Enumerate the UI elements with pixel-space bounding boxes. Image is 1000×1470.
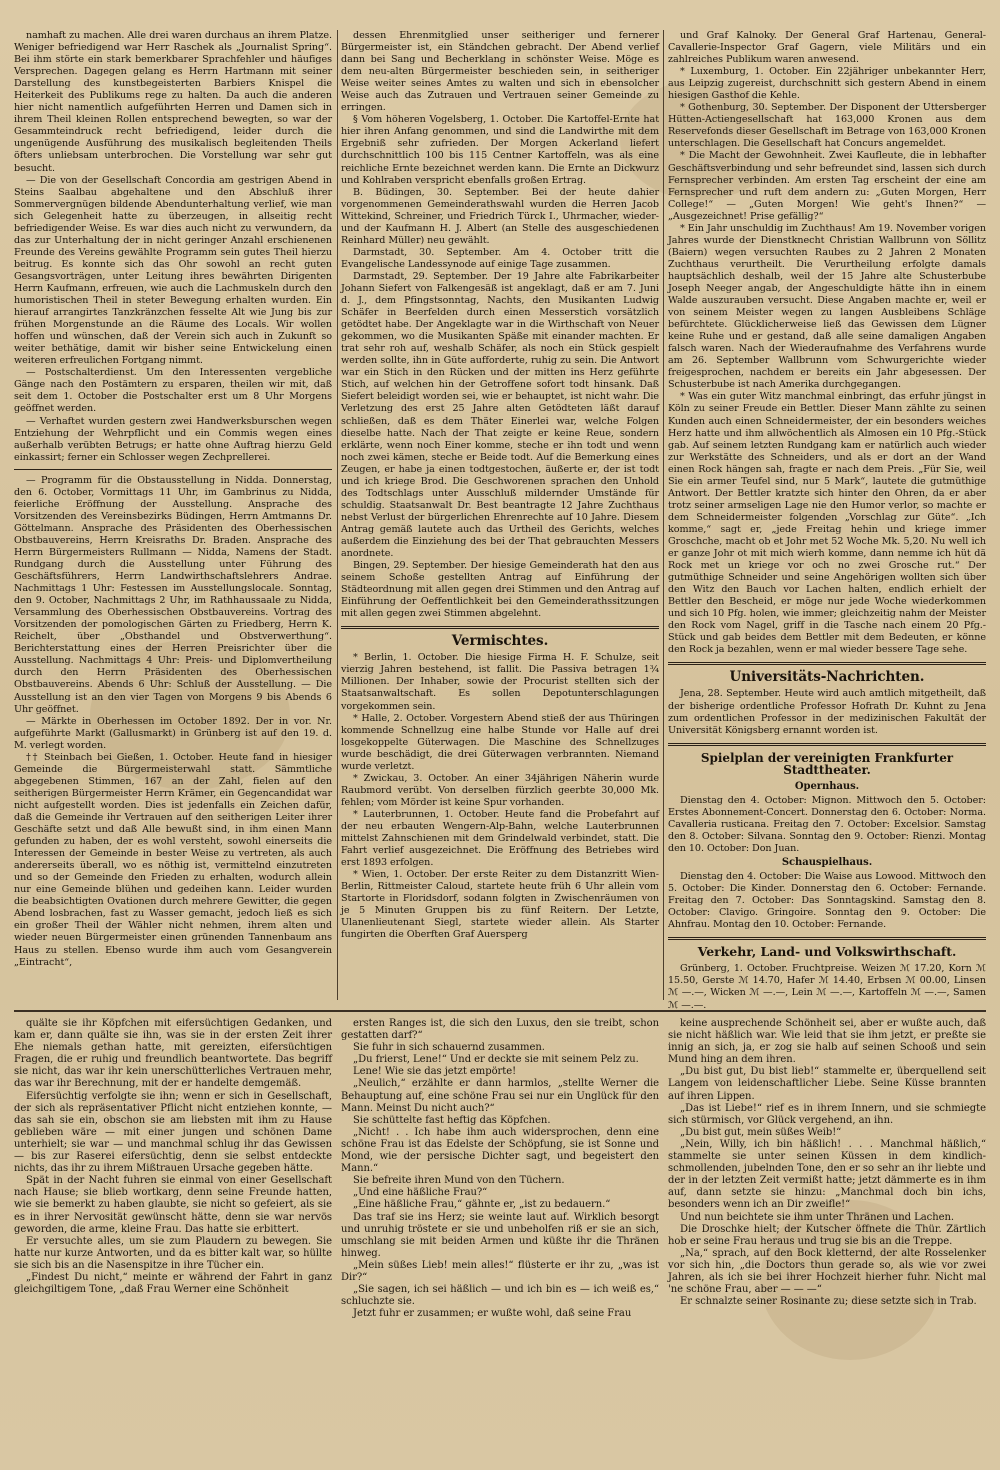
article-paragraph: Dienstag den 4. October: Die Waise aus Lowood. Mittwoch den 5. October: Die Kinder. Donnerstag den 6. October: Fernande. Freitag den 7. October: Das Sonntagskind. Samstag den 8. October: Clavigo. Gringoire. Sonntag den 9. October: Die Ahnfrau. Montag den 10. October: Fernande. — [668, 871, 986, 931]
article-paragraph: Grünberg, 1. October. Fruchtpreise. Weizen ℳ 17.20, Korn ℳ 15.50, Gerste ℳ 14.70, Hafer ℳ 14.40, Erbsen ℳ 00.00, Linsen ℳ —.—, Wicken ℳ —.—, Lein ℳ —.—, Kartoffeln ℳ —.—, Samen ℳ —.—. — [668, 963, 986, 1011]
story-paragraph: „Mein süßes Lieb! mein alles!“ flüsterte er ihr zu, „was ist Dir?“ — [341, 1259, 659, 1283]
story-paragraph: Jetzt fuhr er zusammen; er wußte wohl, daß seine Frau — [353, 1308, 632, 1320]
story-paragraph: „Sie sagen, ich sei häßlich — und ich bin es — ich weiß es,“ schluchzte sie. — [341, 1284, 659, 1308]
section-heading-verkehr: Verkehr, Land- und Volkswirthschaft. — [697, 944, 957, 960]
article-paragraph: dessen Ehrenmitglied unser seitheriger und fernerer Bürgermeister ist, ein Ständchen gebracht. Der Abend verlief dann bei Sang und Becherklang in schönster Weise. Möge es dem neu-alten Bürgermeister beschieden sein, in seitheriger Weise weiter seines Amtes zu walten und sich in ebensolcher Weise auch das Zutrauen und Vertrauen seiner Gemeinde zu erringen. — [341, 30, 659, 114]
article-paragraph: * Lauterbrunnen, 1. October. Heute fand die Probefahrt auf der neu erbauten Wengern-Alp-Bahn, welche Lauterbrunnen mittelst Zahnschienen mit dem Grindelwald verbindet, statt. Die Fahrt verlief ausgezeichnet. Die Eröffnung des Betriebes wird erst 1893 erfolgen. — [341, 808, 659, 869]
story-paragraph: Eifersüchtig verfolgte sie ihn; wenn er sich in Gesellschaft, der sich als repräsentativer Pflicht nicht entziehen konnte, — das sah sie ein, obschon sie am liebsten mit ihm zu Hause geblieben wäre — mit einer jungen und schönen Dame unterhielt; sie war — und manchmal schlug ihr das Gewissen — bis zur Raserei eifersüchtig, denn sie selbst entdeckte nichts, das ihr zu ihrem Mißtrauen Ursache gegeben hätte. — [14, 1090, 332, 1175]
article-paragraph: Darmstadt, 30. September. Am 4. October tritt die Evangelische Landessynode auf einige Tage zusammen. — [341, 246, 659, 270]
story-paragraph: Sie befreite ihren Mund von den Tüchern. — [353, 1175, 565, 1187]
feuilleton-column-1 — [14, 1018, 332, 1458]
section-rule — [668, 937, 986, 940]
article-paragraph: und Graf Kalnoky. Der General Graf Hartenau, General-Cavallerie-Inspector Graf Gagern, viele Militärs und ein zahlreiches Publikum waren anwesend. — [668, 30, 986, 66]
article-paragraph: namhaft zu machen. Alle drei waren durchaus an ihrem Platze. Weniger befriedigend war Herr Raschek als „Journalist Spring“. Bei ihm störte ein stark bemerkbarer Sprachfehler und häufiges Versprechen. Dagegen gelang es Herrn Hartmann mit seiner Darstellung des kunstbegeisterten Barbiers Knispel die Heiterkeit des Publikums rege zu halten. Da auch die anderen hier nicht namentlich aufgeführten Herren und Damen sich in ihrem Theil kleinen Rollen entsprechend bewegten, so war der Gesammteindruck recht befriedigend, leider durch die ungenügende Ausführung des musikalisch begleitenden Theils öfters unliebsam unterbrochen. Die Vorstellung war sehr gut besucht. — [14, 30, 332, 174]
feuilleton-section — [14, 1018, 986, 1458]
story-paragraph: ersten Ranges ist, die sich den Luxus, den sie treibt, schon gestatten darf?“ — [341, 1018, 659, 1042]
section-heading-universitaet: Universitäts-Nachrichten. — [729, 669, 925, 686]
story-paragraph: keine ausprechende Schönheit sei, aber er wußte auch, daß sie nicht häßlich war. Wie leid that sie ihm jetzt, er preßte sie innig an sich, ja, er zog sie halb auf seinen Schooß und sein Mund hing an dem ihren. — [668, 1018, 986, 1066]
section-rule — [668, 662, 986, 665]
section-heading-vermischtes: Vermischtes. — [451, 633, 549, 650]
story-paragraph: Er versuchte alles, um sie zum Plaudern zu bewegen. Sie hatte nur kurze Antworten, und da es bitter kalt war, so hüllte sie sich bis an die Nasenspitze in ihre Tücher ein. — [14, 1235, 332, 1271]
story-paragraph: Lene! Wie sie das jetzt empörte! — [353, 1066, 517, 1078]
article-paragraph: Bingen, 29. September. Der hiesige Gemeinderath hat den aus seinem Schoße gestellten Antrag auf Einführung der Städteordnung mit allen gegen drei Stimmen und den Antrag auf Einführung der Oeffentlichkeit bei den Gemeinderathssitzungen mit allen gegen zwei Stimmen abgelehnt. — [341, 560, 659, 620]
story-paragraph: Spät in der Nacht fuhren sie einmal von einer Gesellschaft nach Hause; sie blieb wortkarg, denn seine Freunde hatten, wie sie bemerkt zu haben glaubte, sie nicht so gefeiert, als sie es in ihrer Nervosität gewünscht hätte, denn sie war nervös geworden, die arme, kleine Frau. Das hatte sie erbittert. — [14, 1175, 332, 1235]
article-paragraph: * Gothenburg, 30. September. Der Disponent der Uttersberger Hütten-Actiengesellschaft hat 163,000 Kronen aus dem Reservefonds dieser Gesellschaft im Betrage von 163,000 Kronen unterschlagen. Die Gesellschaft hat Concurs angemeldet. — [668, 102, 986, 150]
story-paragraph: „Findest Du nicht,“ meinte er während der Fahrt in ganz gleichgiltigem Tone, „daß Frau Werner eine Schönheit — [14, 1271, 332, 1296]
article-paragraph: B. Büdingen, 30. September. Bei der heute dahier vorgenommenen Gemeinderathswahl wurden die Herren Jacob Wittekind, Schreiner, und Friedrich Türck I., Uhrmacher, wieder- und der Kaufmann H. J. Albert (an Stelle des ausgeschiedenen Reinhard Müller) neu gewählt. — [341, 186, 659, 246]
story-paragraph: „Das ist Liebe!“ rief es in ihrem Innern, und sie schmiegte sich stürmisch, vor Glück vergehend, an ihn. — [668, 1102, 986, 1126]
article-paragraph: — Verhaftet wurden gestern zwei Handwerksburschen wegen Entziehung der Wehrpflicht und ein Commis wegen eines außerhalb verübten Betrugs; er hatte ohne Auftrag hierzu Geld einkassirt; ferner ein Schlosser wegen Zechprellerei. — [14, 415, 332, 463]
article-paragraph: — Programm für die Obstausstellung in Nidda. Donnerstag, den 6. October, Vormittags 11 Uhr, im Gambrinus zu Nidda, feierliche Eröffnung der Ausstellung. Ansprache des Vorsitzenden des Vereinsbezirks Büdingen, Herrn Amtmanns Dr. Göttelmann. Ansprache des Präsidenten des Oberhessischen Obstbauvereins, Herrn Kreisraths Dr. Braden. Ansprache des Herrn Bürgermeisters Rullmann — Nidda, Namens der Stadt. Rundgang durch die Ausstellung unter Führung des Geschäftsführers, Herrn Landwirthschaftslehrers Andrae. Nachmittags 1 Uhr: Festessen im Ausstellungslocale. Sonntag, den 9. October, Nachmittags 2 Uhr, im Rathhaussaale zu Nidda, Versammlung des Oberhessischen Obstbauvereins. Vortrag des Vorsitzenden der pomologischen Gärten zu Friedberg, Herrn K. Reichelt, über „Obsthandel und Obstverwerthung“. Berichterstattung eines der Herren Preisrichter über die Ausstellung. Nachmittags 4 Uhr: Preis- und Diplomvertheilung durch den Herrn Präsidenten des Oberhessischen Obstbauvereins. Abends 6 Uhr: Schluß der Ausstellung. — Die Ausstellung ist an den vier Tagen von Morgens 9 bis Abends 6 Uhr geöffnet. — [14, 474, 332, 715]
section-rule — [668, 743, 986, 746]
story-paragraph: Sie fuhr in sich schauernd zusammen. — [353, 1042, 545, 1054]
story-paragraph: quälte sie ihr Köpfchen mit eifersüchtigen Gedanken, und kam er, dann quälte sie ihn, was sie in der ersten Zeit ihrer Ehe niemals gethan hatte, mit gereizten, eifersüchtigen Fragen, die er ruhig und freundlich beantwortete. Das begriff sie nicht, das war ihr kein unerschütterliches Vertrauen mehr, das war ihr Berechnung, mit der er handelte demgemäß. — [14, 1018, 332, 1090]
story-paragraph: „Nicht! . . Ich habe ihm auch widersprochen, denn eine schöne Frau ist das Edelste der Schöpfung, sie ist Sonne und Mond, wie der persische Dichter sagt, und begeistert den Mann.“ — [341, 1126, 659, 1175]
story-paragraph: „Du bist gut, Du bist lieb!“ stammelte er, überquellend seit Langem von leidenschaftlicher Liebe. Seine Küsse brannten auf ihren Lippen. — [668, 1066, 986, 1102]
article-paragraph: * Berlin, 1. October. Die hiesige Firma H. F. Schulze, seit vierzig Jahren bestehend, ist fallit. Die Passiva betragen 1¾ Millionen. Der Inhaber, sowie der Procurist stellten sich der Staatsanwaltschaft. Es sollen Depotunterschlagungen vorgekommen sein. — [341, 652, 659, 712]
story-paragraph: „Und eine häßliche Frau?“ — [353, 1187, 488, 1199]
article-paragraph: § Vom höheren Vogelsberg, 1. October. Die Kartoffel-Ernte hat hier ihren Anfang genommen, und sind die Landwirthe mit dem Ergebniß sehr zufrieden. Der Morgen Ackerland liefert durchschnittlich 100 bis 115 Centner Kartoffeln, was als eine reichliche Ernte bezeichnet werden kann. Die Ernte an Dickwurz und Kohlraben verspricht ebenfalls großen Ertrag. — [341, 114, 659, 186]
feuilleton-divider — [14, 1010, 986, 1012]
article-paragraph: * Luxemburg, 1. October. Ein 22jähriger unbekannter Herr, aus Leipzig zugereist, durchschnitt sich gestern Abend in einem hiesigen Gasthof die Kehle. — [668, 66, 986, 102]
article-paragraph: — Die von der Gesellschaft Concordia am gestrigen Abend in Steins Saalbau abgehaltene und den Abschluß ihrer Sommervergnügen bildende Abendunterhaltung verlief, wie man sich Gelegenheit hatte zu überzeugen, in allseitig recht befriedigender Weise. Es war dies auch nicht zu verwundern, da das zur Unterhaltung der in nicht geringer Anzahl erschienenen Freunde des Vereins gewählte Programm sein gutes Theil hierzu beitrug. Es konnte sich das Ohr sowohl an recht guten Gesangsvorträgen, unter Leitung ihres bewährten Dirigenten Herrn Kaufmann, erfreuen, wie auch die Lachmuskeln durch den humoristischen Theil in steter Bewegung erhalten wurden. Ein hierauf arrangirtes Tanzkränzchen fesselte Alt wie Jung bis zur frühen Morgenstunde an die Räume des Locals. Wir wollen hoffen und wünschen, daß der Verein sich auch in Zukunft so weiter bethätige, damit wir bisher seine Entwickelung einen weiteren erfreulichen Fortgang nimmt. — [14, 174, 332, 367]
story-paragraph: Sie schüttelte fast heftig das Köpfchen. — [353, 1114, 551, 1126]
story-paragraph: „Neulich,“ erzählte er dann harmlos, „stellte Werner die Behauptung auf, eine schöne Frau sei nur ein Unglück für den Mann. Meinst Du nicht auch?“ — [341, 1078, 659, 1114]
section-rule — [341, 626, 659, 629]
story-paragraph: „Du frierst, Lene!“ Und er deckte sie mit seinem Pelz zu. — [353, 1054, 639, 1066]
article-paragraph: — Postschalterdienst. Um den Interessenten vergebliche Gänge nach den Postämtern zu ersparen, theilen wir mit, daß seit dem 1. October die Postschalter erst um 8 Uhr Morgens geöffnet werden. — [14, 367, 332, 415]
article-paragraph: * Zwickau, 3. October. An einer 34jährigen Näherin wurde Raubmord verübt. Von derselben fürzlich geerbte 30,000 Mk. fehlen; vom Mörder ist keine Spur vorhanden. — [341, 772, 659, 808]
story-paragraph: Er schnalzte seiner Rosinante zu; diese setzte sich in Trab. — [680, 1296, 977, 1308]
article-paragraph: †† Steinbach bei Gießen, 1. October. Heute fand in hiesiger Gemeinde die Bürgermeisterwahl statt. Sämmtliche abgegebenen Stimmen, 167 an der Zahl, fielen auf den seitherigen Bürgermeister Herrn Krämer, ein Gegencandidat war nicht aufgestellt worden. Dies ist jedenfalls ein Zeichen dafür, daß die Gemeinde ihr Vertrauen auf den seitherigen Leiter ihrer Geschäfte setzt und daß Alle bewußt sind, in ihm einen Mann gefunden zu haben, der es wohl versteht, sowohl einerseits die Interessen der Gemeinde in bester Weise zu vertreten, als auch andererseits überall, wo es nöthig ist, vermittelnd einzutreten und so der Gemeinde den Frieden zu erhalten, wodurch allein nur eine Gemeinde blühen und gedeihen kann. Leider wurden die beabsichtigten Ovationen durch mehrere Gewitter, die gegen Abend losbrachen, fast zu Wasser gemacht, jedoch ließ es sich ein großer Theil der Wähler nicht nehmen, ihrem alten und wieder neuen Bürgermeister einen grünenden Tannenbaum ans Haus zu stellen. Ebenso wurde ihm auch vom Gesangverein „Eintracht“, — [14, 751, 332, 968]
article-paragraph: * Ein Jahr unschuldig im Zuchthaus! Am 19. November vorigen Jahres wurde der Dienstknecht Christian Wallbrunn von Söllitz (Baiern) wegen versuchten Raubes zu 2 Jahren 2 Monaten Zuchthaus verurtheilt. Die Verurtheilung erfolgte damals hauptsächlich deshalb, weil der 15 Jahre alte Schusterbube Joseph Neeger angab, der Angeschuldigte hätte ihn in einem Walde auszurauben versucht. Diese Angaben machte er, weil er von seinem Meister wegen zu langen Ausbleibens Schläge befürchtete. Glücklicherweise ließ das Gewissen dem Lügner keine Ruhe und er gestand, daß alle seine damaligen Angaben falsch waren. Nach der Wiederaufnahme des Verfahrens wurde am 26. September Wallbrunn vom Schwurgerichte wieder freigesprochen, nachdem er bereits ein Jahr abgesessen. Der Schusterbube ist nach Amerika durchgegangen. — [668, 222, 986, 391]
story-paragraph: „Na,“ sprach, auf den Bock kletternd, der alte Rosselenker vor sich hin, „die Doctors thun gerade so, als wie vor zwei Jahren, als ich sie bei ihrer Hochzeit hierher fuhr. Nicht mal 'ne schöne Frau, aber — — —“ — [668, 1247, 986, 1296]
article-paragraph: Dienstag den 4. October: Mignon. Mittwoch den 5. October: Erstes Abonnement-Concert. Donnerstag den 6. October: Norma. Cavalleria rusticana. Freitag den 7. October: Excelsior. Samstag den 8. October: Silvana. Sonntag den 9. October: Rienzi. Montag den 10. October: Don Juan. — [668, 794, 986, 854]
story-paragraph: Das traf sie ins Herz; sie weinte laut auf. Wirklich besorgt und unruhig tröstete er sie und unbeholfen riß er sie an sich, umschlang sie mit beiden Armen und küßte ihr die Thränen hinweg. — [341, 1211, 659, 1259]
section-heading-spielplan: Spielplan der vereinigten Frankfurter Stadttheater. — [700, 750, 954, 777]
story-paragraph: „Du bist gut, mein süßes Weib!“ — [680, 1126, 842, 1138]
subheading-opernhaus: Opernhaus. — [794, 780, 860, 792]
story-paragraph: Und nun beichtete sie ihm unter Thränen und Lachen. — [680, 1211, 954, 1223]
article-paragraph: — Märkte in Oberhessen im October 1892. Der in vor. Nr. aufgeführte Markt (Gallusmarkt) in Grünberg ist auf den 19. d. M. verlegt worden. — [14, 715, 332, 751]
article-paragraph: Jena, 28. September. Heute wird auch amtlich mitgetheilt, daß der bisherige ordentliche Professor Hofrath Dr. Kuhnt zu Jena zum ordentlichen Professor in der medizinischen Fakultät der Universität Königsberg ernannt worden ist. — [668, 688, 986, 736]
article-paragraph: * Wien, 1. October. Der erste Reiter zu dem Distanzritt Wien-Berlin, Rittmeister Caloud, startete heute früh 6 Uhr allein vom Startorte in Floridsdorf, sodann folgten in Zwischenräumen von je 5 Minuten Gruppen bis zu fünf Reitern. Der Letzte, Ulanenlieutenant Siegl, startete wieder allein. Als Starter fungirten die Oberften Graf Auersperg — [341, 869, 659, 941]
article-paragraph: * Die Macht der Gewohnheit. Zwei Kaufleute, die in lebhafter Geschäftsverbindung und sehr befreundet sind, lassen sich durch Fernsprecher verbinden. Am ersten Tag erscheint der eine am Fernsprecher und ruft dem andern zu: „Guten Morgen, Herr College!“ — „Guten Morgen! Wie geht's Ihnen?“ — „Ausgezeichnet! Prise gefällig?“ — [668, 150, 986, 222]
column-3 — [668, 30, 986, 1012]
story-paragraph: Die Droschke hielt; der Kutscher öffnete die Thür. Zärtlich hob er seine Frau heraus und trug sie bis an die Treppe. — [668, 1223, 986, 1247]
upper-section — [14, 30, 986, 1011]
story-paragraph: „Nein, Willy, ich bin häßlich! . . . Manchmal häßlich,“ stammelte sie unter seinen Küssen in dem kindlich-schmollenden, jubelnden Tone, den er so sehr an ihr liebte und der in der letzten Zeit vermißt hatte; jetzt dämmerte es in ihm auf, dann setzte sie hinzu: „Manchmal doch bin ichs, besonders wenn ich an Dir zweifle!“ — [668, 1138, 986, 1211]
article-paragraph: Darmstadt, 29. September. Der 19 Jahre alte Fabrikarbeiter Johann Siefert von Falkengesäß ist angeklagt, daß er am 7. Juni d. J., dem Pfingstsonntag, Nachts, den Musikanten Ludwig Schäfer in Beerfelden durch einen Messerstich vorsätzlich getödtet habe. Der Angeklagte war in die Wirthschaft von Neuer gekommen, wo die Musikanten Späße mit einander machten. Er trat sehr roh auf, weshalb Schäfer, als noch ein Stück gespielt werden sollte, ihn in Güte aufforderte, ruhig zu sein. Die Antwort war ein Stich in den Rücken und der mitten ins Herz geführte Stich, auf welchen hin der Getroffene sofort todt hinsank. Daß Siefert beleidigt worden sei, wie er behauptet, ist nicht wahr. Die Verletzung des erst 25 Jahre alten Getödteten läßt darauf schließen, daß es dem Thäter Einerlei war, welche Folgen dieselbe hatte. Nach der That zeigte er keine Reue, sondern erklärte, wenn noch Einer komme, steche er ihn todt und wenn noch zwei kämen, steche er Beide todt. Auf die Bemerkung eines Zeugen, er habe ja einen todtgestochen, äußerte er, der ist todt und ich kriege Brod. Die Geschworenen sprachen den Unhold des Todtschlags unter Ausschluß mildernder Umstände für schuldig. Staatsanwalt Dr. Best beantragte 12 Jahre Zuchthaus nebst Verlust der bürgerlichen Ehrenrechte auf 10 Jahre. Diesem Antrag gemäß lautete auch das Urtheil des Gerichts, welches außerdem die Einziehung des bei der That gebrauchten Messers anordnete. — [341, 270, 659, 560]
article-paragraph: * Halle, 2. October. Vorgestern Abend stieß der aus Thüringen kommende Schnellzug eine halbe Stunde vor Halle auf drei losgekoppelte Güterwagen. Die Maschine des Schnellzuges wurde beschädigt, die drei Güterwagen verbrannten. Niemand wurde verletzt. — [341, 712, 659, 772]
feuilleton-column-2 — [341, 1018, 659, 1458]
section-rule — [14, 469, 332, 470]
column-2 — [341, 30, 659, 1012]
article-paragraph: * Was ein guter Witz manchmal einbringt, das erfuhr jüngst in Köln zu seiner Freude ein Bettler. Dieser Mann zählte zu seinen Kunden auch einen Schneidermeister, der ein besonders weiches Herz hatte und ihm allwöchentlich als Almosen ein 10 Pfg.-Stück gab. Auf seinem letzten Rundgang kam er natürlich auch wieder zur Werkstätte des Schneiders, und als er dort an der Wand einen Rock hängen sah, fragte er nach dem Preis. „Für Sie, weil Sie ein armer Teufel sind, nur 5 Mark“, lautete die gutmüthige Antwort. Der Bettler kratzte sich hinter den Ohren, da er aber trotz seiner armseligen Lage nie den Humor verlor, so machte er dem Schneidermeister folgenden „Vorschlag zur Güte“. „Ich komme,“ sagt er, „jede Freitag hehin und kriege immer Groschche, macht ob et Johr met 52 Woche Mk. 5,20. Nu well ich er ganze Johr ot mit mich wierh komme, dann nemme ich hüt dä Rock met un kriege vor och no zwei Grosche rut.“ Der gutmüthige Schneider und seine Angehörigen wollten sich über den Witz den Bauch vor Lachen halten, endlich erhielt der Bettler den Bescheid, er möge nur jede Woche wiederkommen und sich 10 Pfg. holen, wie immer; gleichzeitig nahm der Meister den Rock vom Nagel, griff in die Tasche nach einem 20 Pfg.-Stück und gab beides dem Bettler mit dem Bedeuten, er könne den Rock ja bezahlen, wenn er mal wieder bessere Tage sehe. — [668, 391, 986, 656]
column-1 — [14, 30, 332, 1012]
subheading-schauspielhaus: Schauspielhaus. — [781, 857, 873, 869]
story-paragraph: „Eine häßliche Frau,“ gähnte er, „ist zu bedauern.“ — [353, 1199, 611, 1211]
feuilleton-column-3 — [668, 1018, 986, 1458]
